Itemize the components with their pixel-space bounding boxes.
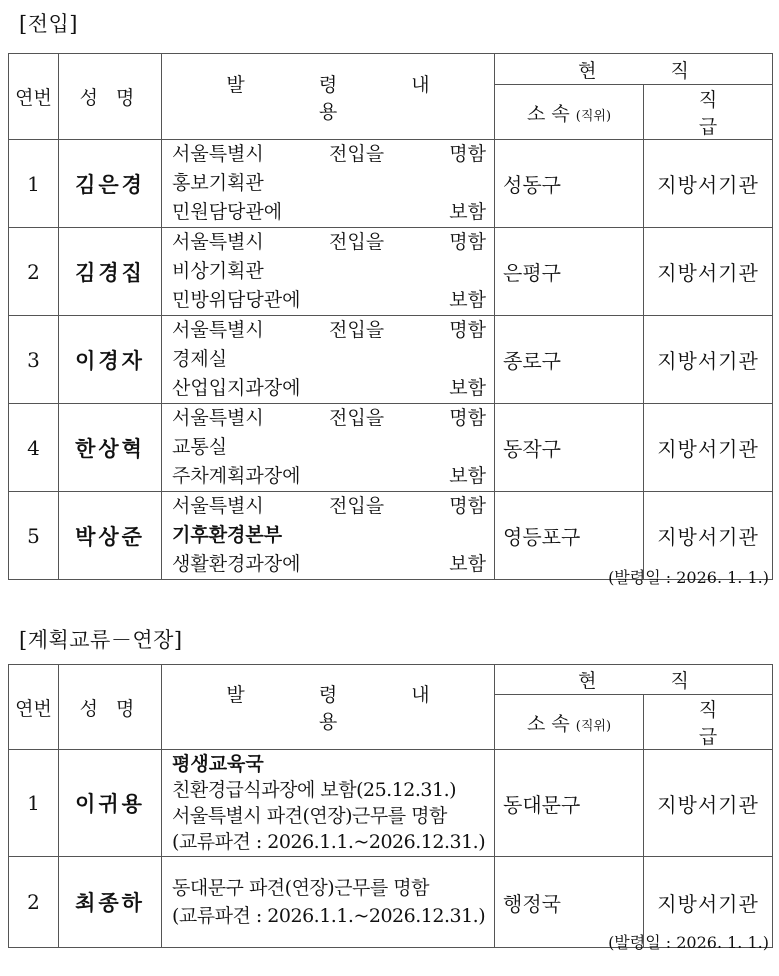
table-row	[9, 228, 773, 316]
row-name: 최종하	[59, 857, 162, 948]
affiliation-text: 동작구	[503, 437, 561, 461]
content-line: 비상기획관	[172, 260, 264, 282]
header-name: 성 명	[59, 54, 162, 140]
affiliation-text: 동대문구	[503, 792, 581, 817]
row-name: 박상준	[59, 492, 162, 580]
table-row	[9, 404, 773, 492]
row-grade: 지방서기관	[644, 140, 773, 228]
row-affiliation	[495, 404, 644, 492]
content-line: 친환경급식과장에 보함(25.12.31.)	[172, 779, 457, 801]
row-grade: 지방서기관	[644, 857, 773, 948]
row-grade: 지방서기관	[644, 750, 773, 857]
header-affiliation	[495, 85, 644, 140]
row-name: 이귀용	[59, 750, 162, 857]
row-content	[162, 857, 495, 948]
content-line: 서울특별시 전입을 명함	[172, 143, 486, 165]
affiliation-text: 성동구	[503, 173, 561, 197]
row-no: 5	[9, 492, 59, 580]
row-no: 4	[9, 404, 59, 492]
header-no: 연번	[9, 665, 59, 750]
row-name: 이경자	[59, 316, 162, 404]
content-line: 서울특별시 전입을 명함	[172, 495, 486, 517]
content-line: 민방위담당관에 보함	[172, 289, 486, 311]
header-name: 성 명	[59, 665, 162, 750]
content-line: 교통실	[172, 436, 228, 458]
row-affiliation	[495, 750, 644, 857]
header-affiliation-note: (직위)	[575, 108, 612, 124]
content-line: (교류파견 : 2026.1.1.~2026.12.31.)	[172, 905, 486, 927]
row-content	[162, 404, 495, 492]
content-line: 서울특별시 전입을 명함	[172, 231, 486, 253]
content-line: 동대문구 파견(연장)근무를 명함	[172, 877, 430, 899]
header-affiliation	[495, 695, 644, 750]
row-name: 김은경	[59, 140, 162, 228]
row-affiliation	[495, 228, 644, 316]
affiliation-text: 은평구	[503, 261, 561, 285]
header-grade: 직 급	[644, 695, 773, 750]
row-no: 1	[9, 750, 59, 857]
header-current: 현 직	[495, 54, 773, 85]
row-no: 3	[9, 316, 59, 404]
content-line: 홍보기획관	[172, 172, 264, 194]
row-no: 1	[9, 140, 59, 228]
table-row	[9, 140, 773, 228]
content-line: 서울특별시 전입을 명함	[172, 319, 486, 341]
row-content	[162, 140, 495, 228]
table-row	[9, 316, 773, 404]
row-affiliation	[495, 140, 644, 228]
header-current: 현 직	[495, 665, 773, 695]
content-line: 평생교육국	[172, 753, 264, 775]
table-row	[9, 750, 773, 857]
row-content	[162, 492, 495, 580]
header-affiliation-label: 소 속	[526, 102, 570, 125]
affiliation-text: 행정국	[503, 891, 561, 916]
row-no: 2	[9, 228, 59, 316]
row-no: 2	[9, 857, 59, 948]
row-grade: 지방서기관	[644, 492, 773, 580]
section-title-transfer: [전입]	[19, 12, 78, 36]
affiliation-text: 영등포구	[503, 525, 581, 549]
row-name: 한상혁	[59, 404, 162, 492]
content-line: 경제실	[172, 348, 228, 370]
exchange-table	[8, 664, 773, 948]
appointment-date-exchange: (발령일 : 2026. 1. 1.)	[608, 933, 769, 952]
row-grade: 지방서기관	[644, 404, 773, 492]
row-grade: 지방서기관	[644, 228, 773, 316]
header-content: 발 령 내 용	[162, 54, 495, 140]
row-content	[162, 750, 495, 857]
row-name: 김경집	[59, 228, 162, 316]
section-title-exchange: [계획교류－연장]	[19, 628, 183, 652]
header-content: 발 령 내 용	[162, 665, 495, 750]
row-content	[162, 316, 495, 404]
content-line: 민원담당관에 보함	[172, 201, 486, 223]
content-line: 기후환경본부	[172, 524, 283, 546]
row-grade: 지방서기관	[644, 316, 773, 404]
header-no: 연번	[9, 54, 59, 140]
content-line: 서울특별시 전입을 명함	[172, 407, 486, 429]
transfer-table	[8, 53, 773, 580]
content-line: 산업입지과장에 보함	[172, 377, 486, 399]
content-line: 주차계획과장에 보함	[172, 465, 486, 487]
appointment-date-transfer: (발령일 : 2026. 1. 1.)	[608, 568, 769, 587]
row-content	[162, 228, 495, 316]
affiliation-text: 종로구	[503, 349, 561, 373]
content-line: 생활환경과장에 보함	[172, 553, 486, 575]
content-line: (교류파견 : 2026.1.1.~2026.12.31.)	[172, 831, 486, 853]
row-affiliation	[495, 316, 644, 404]
content-line: 서울특별시 파견(연장)근무를 명함	[172, 805, 447, 827]
header-grade: 직 급	[644, 85, 773, 140]
header-affiliation-note: (직위)	[575, 718, 612, 734]
header-affiliation-label: 소 속	[526, 712, 570, 735]
